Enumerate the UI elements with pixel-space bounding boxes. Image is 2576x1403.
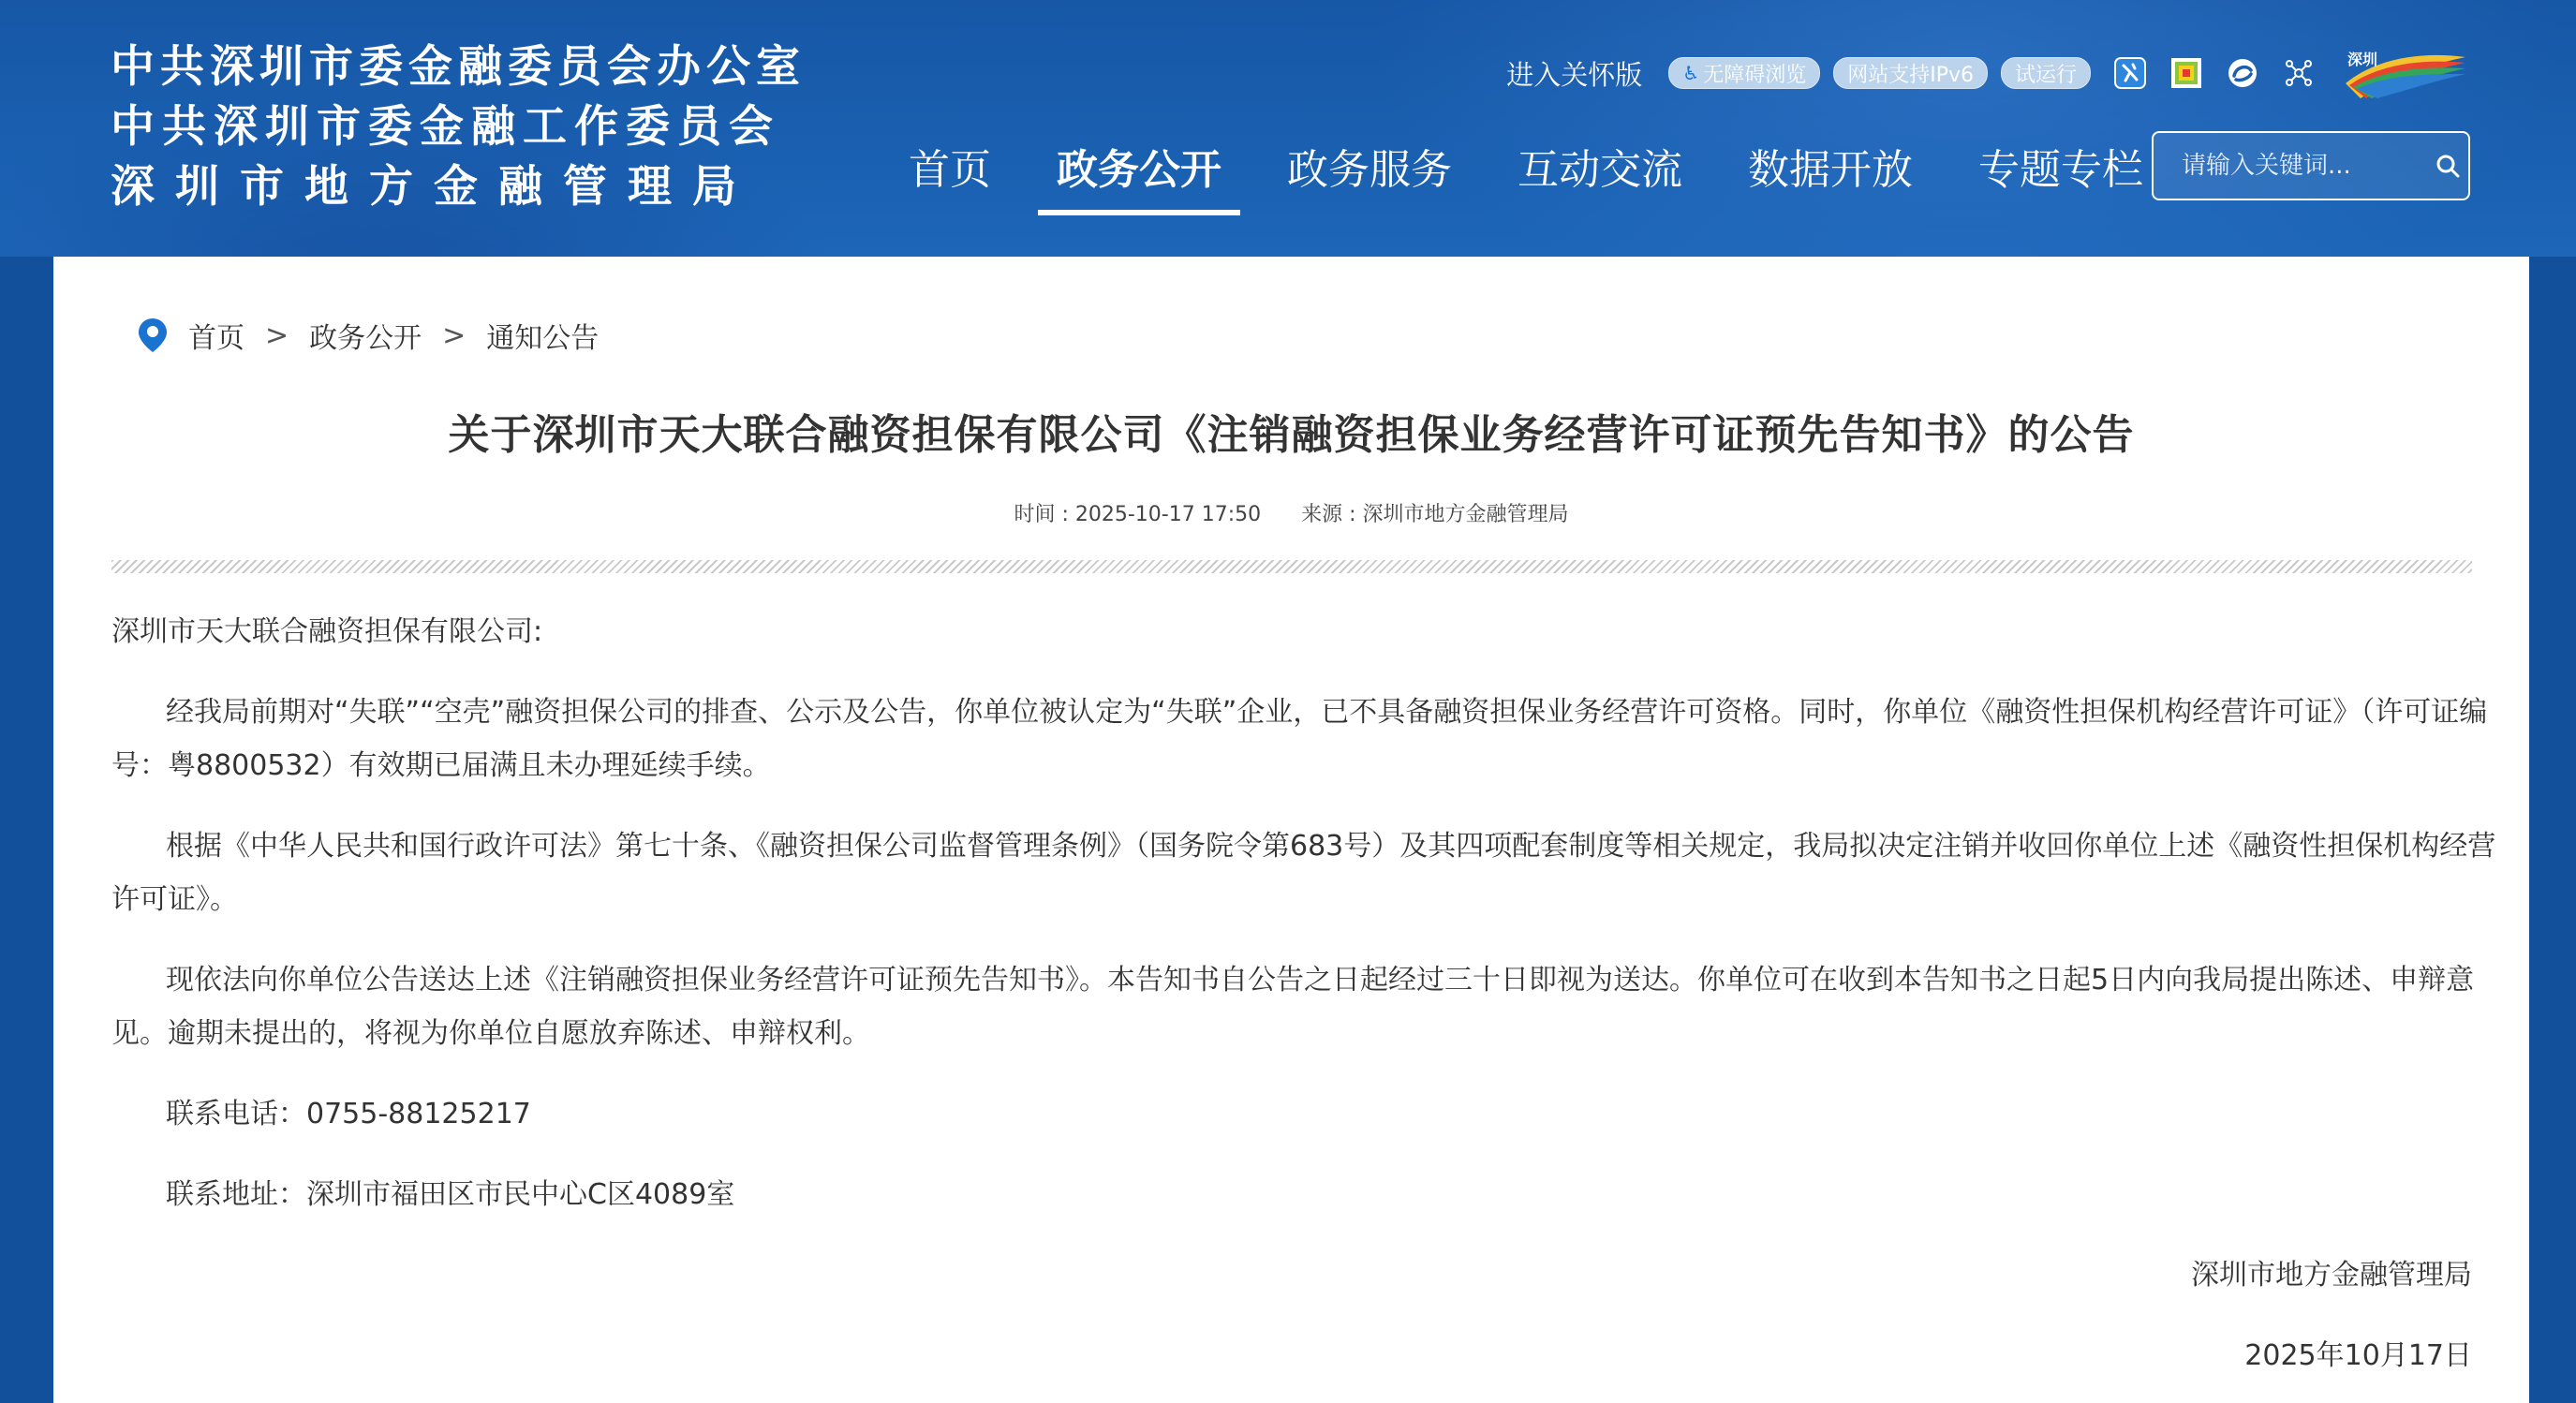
- breadcrumb-government-affairs[interactable]: 政务公开: [309, 322, 422, 355]
- content-card: [53, 257, 2529, 1403]
- breadcrumb-separator: >: [442, 318, 466, 352]
- elder-care-icon[interactable]: [2113, 56, 2147, 90]
- article-body: [111, 605, 2509, 1382]
- trial-run-badge[interactable]: [2001, 57, 2091, 89]
- breadcrumb-notices[interactable]: 通知公告: [486, 322, 600, 355]
- ipv6-badge[interactable]: [1833, 57, 1988, 89]
- salutation: 深圳市天大联合融资担保有限公司:: [111, 615, 543, 648]
- org-name-line-3[interactable]: 深圳市地方金融管理局: [111, 161, 757, 213]
- search-box: [2152, 131, 2470, 200]
- nav-item-home[interactable]: 首页: [909, 146, 991, 194]
- accessibility-label: 无障碍浏览: [1703, 63, 1807, 87]
- network-icon[interactable]: [2282, 56, 2316, 90]
- contact-phone: 联系电话：0755-88125217: [166, 1098, 531, 1130]
- org-name-line-2[interactable]: 中共深圳市委金融工作委员会: [111, 101, 780, 153]
- breadcrumb-home[interactable]: 首页: [188, 322, 244, 355]
- signature-date: 2025年10月17日: [2244, 1339, 2472, 1372]
- breadcrumb: [136, 315, 599, 356]
- search-icon[interactable]: [2429, 147, 2466, 185]
- org-name-line-1[interactable]: 中共深圳市委金融委员会办公室: [111, 41, 806, 93]
- site-header: [0, 0, 2576, 257]
- weibo-icon[interactable]: [2226, 56, 2259, 90]
- nav-item-special-topics[interactable]: 专题专栏: [1978, 146, 2143, 194]
- breadcrumb-separator: >: [265, 318, 289, 352]
- article-title: 关于深圳市天大联合融资担保有限公司《注销融资担保业务经营许可证预先告知书》的公告: [448, 411, 2135, 459]
- search-input[interactable]: [2180, 151, 2418, 181]
- main-nav: [890, 131, 2190, 215]
- svg-text:深圳: 深圳: [2347, 51, 2378, 68]
- nav-item-interaction[interactable]: 互动交流: [1517, 146, 1682, 194]
- location-pin-icon: [136, 317, 170, 354]
- publish-time: 时间 : 2025-10-17 17:50: [1014, 503, 1262, 526]
- nav-item-open-data[interactable]: 数据开放: [1748, 146, 1913, 194]
- paragraph-2: 根据《中华人民共和国行政许可法》第七十条、《融资担保公司监督管理条例》（国务院令第683号）及其四项配套制度等相关规定，我局拟决定注销并收回你单位上述《融资性担保机构经营许可证》。: [111, 830, 2496, 916]
- shenzhen-logo[interactable]: [2340, 44, 2471, 102]
- title-divider: [111, 560, 2472, 573]
- trial-run-label: 试运行: [2014, 63, 2077, 87]
- nav-item-government-affairs[interactable]: 政务公开: [1038, 131, 1240, 215]
- mini-program-icon[interactable]: [2169, 56, 2203, 90]
- accessibility-icon: ♿: [1682, 62, 1700, 84]
- elder-care-link[interactable]: 进入关怀版: [1506, 58, 1643, 91]
- top-toolbar: [1506, 51, 2471, 92]
- article-source: 来源 : 深圳市地方金融管理局: [1301, 503, 1569, 526]
- nav-item-government-services[interactable]: 政务服务: [1287, 146, 1452, 194]
- accessibility-button[interactable]: [1668, 57, 1820, 89]
- article-meta: [53, 498, 2529, 527]
- signature: 深圳市地方金融管理局: [2191, 1259, 2472, 1292]
- ipv6-label: 网站支持IPv6: [1847, 63, 1974, 87]
- paragraph-3: 现依法向你单位公告送达上述《注销融资担保业务经营许可证预先告知书》。本告知书自公告之日起经过三十日即视为送达。你单位可在收到本告知书之日起5日内向我局提出陈述、申辩意见。逾期未提出的，将视为你单位自愿放弃陈述、申辩权利。: [111, 964, 2475, 1050]
- contact-address: 联系地址：深圳市福田区市民中心C区4089室: [166, 1178, 735, 1211]
- paragraph-1: 经我局前期对“失联”“空壳”融资担保公司的排查、公示及公告，你单位被认定为“失联”企业，已不具备融资担保业务经营许可资格。同时，你单位《融资性担保机构经营许可证》（许可证编号：粤8800532）有效期已届满且未办理延续手续。: [111, 696, 2488, 782]
